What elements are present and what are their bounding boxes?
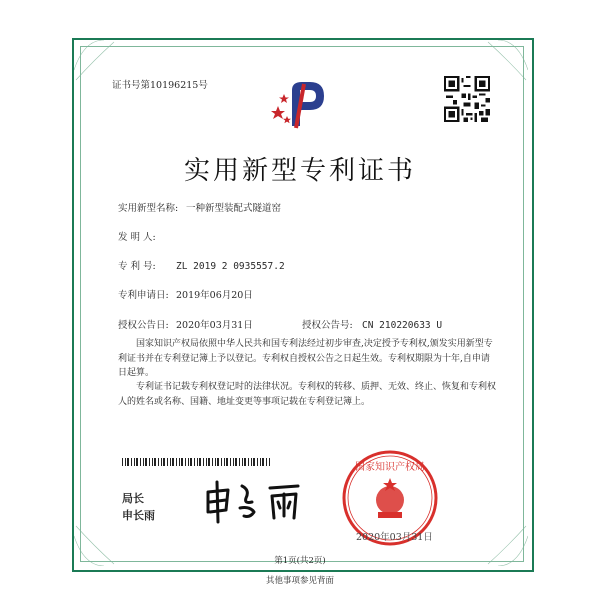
page-info: 第1页(共2页) <box>274 556 326 566</box>
seal-date: 2020年03月31日 <box>356 532 433 543</box>
utility-name-label: 实用新型名称: <box>118 203 179 214</box>
filing-date-value: 2019年06月20日 <box>176 290 253 301</box>
legal-status-statement: 专利证书记载专利权登记时的法律状况。专利权的转移、质押、无效、终止、恢复和专利权人的姓名或名称、国籍、地址变更等事项记载在专利登记簿上。 <box>118 382 497 407</box>
certificate-title: 实用新型专利证书 <box>183 156 416 186</box>
announce-date-value: 2020年03月31日 <box>176 320 253 331</box>
inventor-label: 发 明 人: <box>118 232 156 243</box>
barcode-icon <box>122 458 270 466</box>
seal-text: 国家知识产权局 <box>355 462 425 473</box>
certificate-number: 证书号第10196215号 <box>112 80 208 91</box>
footer-note: 其他事项参见背面 <box>265 576 334 586</box>
announce-number-label: 授权公告号: <box>302 320 353 331</box>
director-name: 申长雨 <box>122 509 155 522</box>
utility-name-value: 一种新型装配式隧道窑 <box>186 203 282 214</box>
filing-date-label: 专利申请日: <box>118 290 169 301</box>
grant-statement: 国家知识产权局依照中华人民共和国专利法经过初步审查,决定授予专利权,颁发实用新型专利证书并在专利登记簿上予以登记。专利权自授权公告之日起生效。专利权期限为十年,自申请日起算。 <box>118 339 493 378</box>
qr-code-icon <box>444 76 490 122</box>
patent-number-value: ZL 2019 2 0935557.2 <box>176 261 285 272</box>
patent-number-label: 专 利 号: <box>118 261 156 272</box>
announce-number-value: CN 210220633 U <box>362 320 443 331</box>
announce-date-label: 授权公告日: <box>118 320 169 331</box>
signature-icon <box>200 478 310 524</box>
cnipa-logo-icon <box>268 76 332 136</box>
director-title: 局长 <box>122 492 144 505</box>
